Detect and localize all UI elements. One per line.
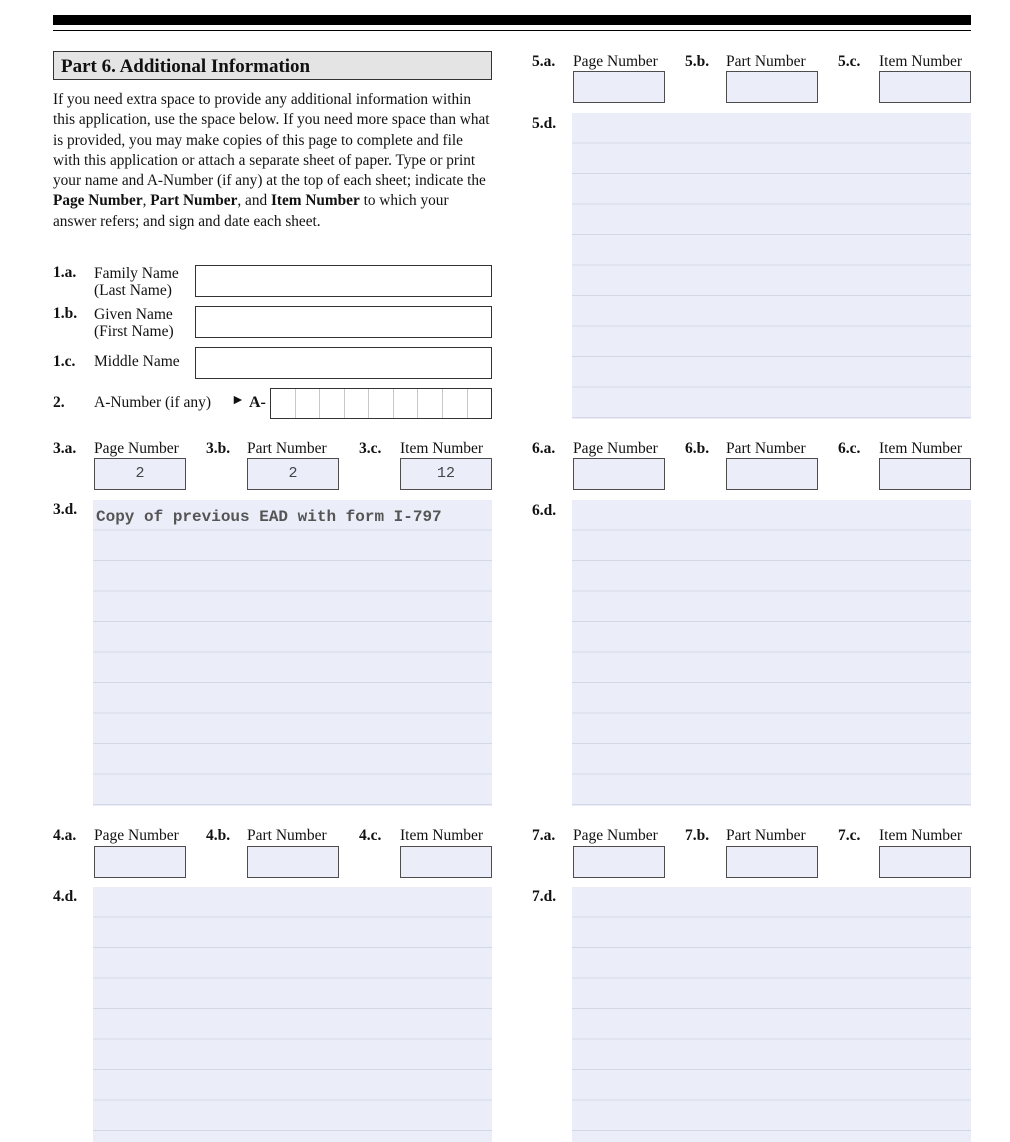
a-number-input[interactable]: [270, 388, 492, 419]
part-number-label: Part Number: [726, 440, 806, 457]
given-name-label-line1: Given Name: [94, 306, 173, 323]
item-number-6c: 6.c.: [838, 440, 861, 457]
a-number-digit-cells: [271, 389, 491, 418]
page-number-label: Page Number: [573, 827, 658, 844]
item-number-label: Item Number: [879, 827, 963, 844]
page-number-input[interactable]: [573, 458, 665, 490]
item-number-4b: 4.b.: [206, 827, 231, 844]
given-name-input[interactable]: [195, 306, 492, 338]
additional-info-textarea[interactable]: [572, 500, 971, 806]
item-number-label: Item Number: [400, 827, 484, 844]
item-number-1c: 1.c.: [53, 353, 76, 370]
page-number-label: Page Number: [573, 53, 658, 70]
middle-name-label: Middle Name: [94, 353, 180, 370]
family-name-label-line2: (Last Name): [94, 282, 172, 299]
part-number-input[interactable]: [726, 71, 818, 103]
additional-info-textarea[interactable]: [572, 113, 971, 419]
intro-bold-part-number: Part Number: [150, 192, 238, 210]
item-number-7a: 7.a.: [532, 827, 556, 844]
page-number-input[interactable]: [94, 846, 186, 878]
a-number-prefix: A-: [249, 394, 266, 411]
item-number-7b: 7.b.: [685, 827, 710, 844]
item-number-7c: 7.c.: [838, 827, 861, 844]
item-number-1b: 1.b.: [53, 305, 78, 322]
additional-info-textarea[interactable]: Copy of previous EAD with form I-797: [93, 500, 492, 806]
page-number-input[interactable]: [573, 71, 665, 103]
part-number-label: Part Number: [247, 827, 327, 844]
page-number-label: Page Number: [573, 440, 658, 457]
item-number-label: Item Number: [400, 440, 484, 457]
part-number-label: Part Number: [726, 53, 806, 70]
item-number-4c: 4.c.: [359, 827, 382, 844]
page-number-label: Page Number: [94, 440, 179, 457]
middle-name-input[interactable]: [195, 347, 492, 379]
part-number-input[interactable]: [726, 846, 818, 878]
intro-paragraph: [53, 90, 493, 232]
item-number-4a: 4.a.: [53, 827, 77, 844]
item-number-6a: 6.a.: [532, 440, 556, 457]
item-number-label: Item Number: [879, 53, 963, 70]
a-number-label: A-Number (if any): [94, 394, 212, 411]
intro-bold-page-number: Page Number: [53, 192, 143, 210]
item-number-input[interactable]: [400, 846, 492, 878]
part-number-input[interactable]: [726, 458, 818, 490]
item-number-3b: 3.b.: [206, 440, 231, 457]
item-number-5a: 5.a.: [532, 53, 556, 70]
part-number-label: Part Number: [247, 440, 327, 457]
part-number-input[interactable]: 2: [247, 458, 339, 490]
part-title: Part 6. Additional Information: [53, 51, 492, 80]
family-name-label: [94, 265, 179, 299]
item-number-input[interactable]: 12: [400, 458, 492, 490]
item-number-1a: 1.a.: [53, 264, 77, 281]
page-number-input[interactable]: 2: [94, 458, 186, 490]
page-number-input[interactable]: [573, 846, 665, 878]
intro-text: If you need extra space to provide any additional information within this application, use the space below. If you need more space than what is provided, you may make copies of this page to complete and file with this application or attach a separate sheet of paper. Type or print your name and A-Number (if any) at the top of each sheet; indicate the: [53, 91, 490, 190]
given-name-label: [94, 306, 174, 340]
item-number-7d: 7.d.: [532, 888, 557, 905]
intro-bold-item-number: Item Number: [270, 192, 360, 210]
intro-text: to which your answer refers; and sign and date each sheet.: [53, 192, 449, 230]
arrow-right-icon: ►: [231, 393, 245, 408]
item-number-5c: 5.c.: [838, 53, 861, 70]
page-number-label: Page Number: [94, 827, 179, 844]
item-number-input[interactable]: [879, 458, 971, 490]
item-number-input[interactable]: [879, 846, 971, 878]
item-number-5b: 5.b.: [685, 53, 710, 70]
item-number-6b: 6.b.: [685, 440, 710, 457]
item-number-6d: 6.d.: [532, 502, 557, 519]
part-number-input[interactable]: [247, 846, 339, 878]
intro-text: ,: [142, 192, 151, 210]
item-number-2: 2.: [53, 394, 65, 411]
additional-info-textarea[interactable]: [572, 887, 971, 1142]
family-name-label-line1: Family Name: [94, 265, 179, 282]
additional-info-textarea[interactable]: [93, 887, 492, 1142]
item-number-3c: 3.c.: [359, 440, 382, 457]
item-number-3d: 3.d.: [53, 501, 78, 518]
item-number-input[interactable]: [879, 71, 971, 103]
header-thick-rule: [53, 15, 971, 25]
header-thin-rule: [53, 30, 971, 31]
item-number-4d: 4.d.: [53, 888, 78, 905]
intro-text: , and: [237, 192, 271, 210]
item-number-3a: 3.a.: [53, 440, 77, 457]
part-number-label: Part Number: [726, 827, 806, 844]
family-name-input[interactable]: [195, 265, 492, 297]
item-number-label: Item Number: [879, 440, 963, 457]
item-number-5d: 5.d.: [532, 115, 557, 132]
given-name-label-line2: (First Name): [94, 323, 174, 340]
